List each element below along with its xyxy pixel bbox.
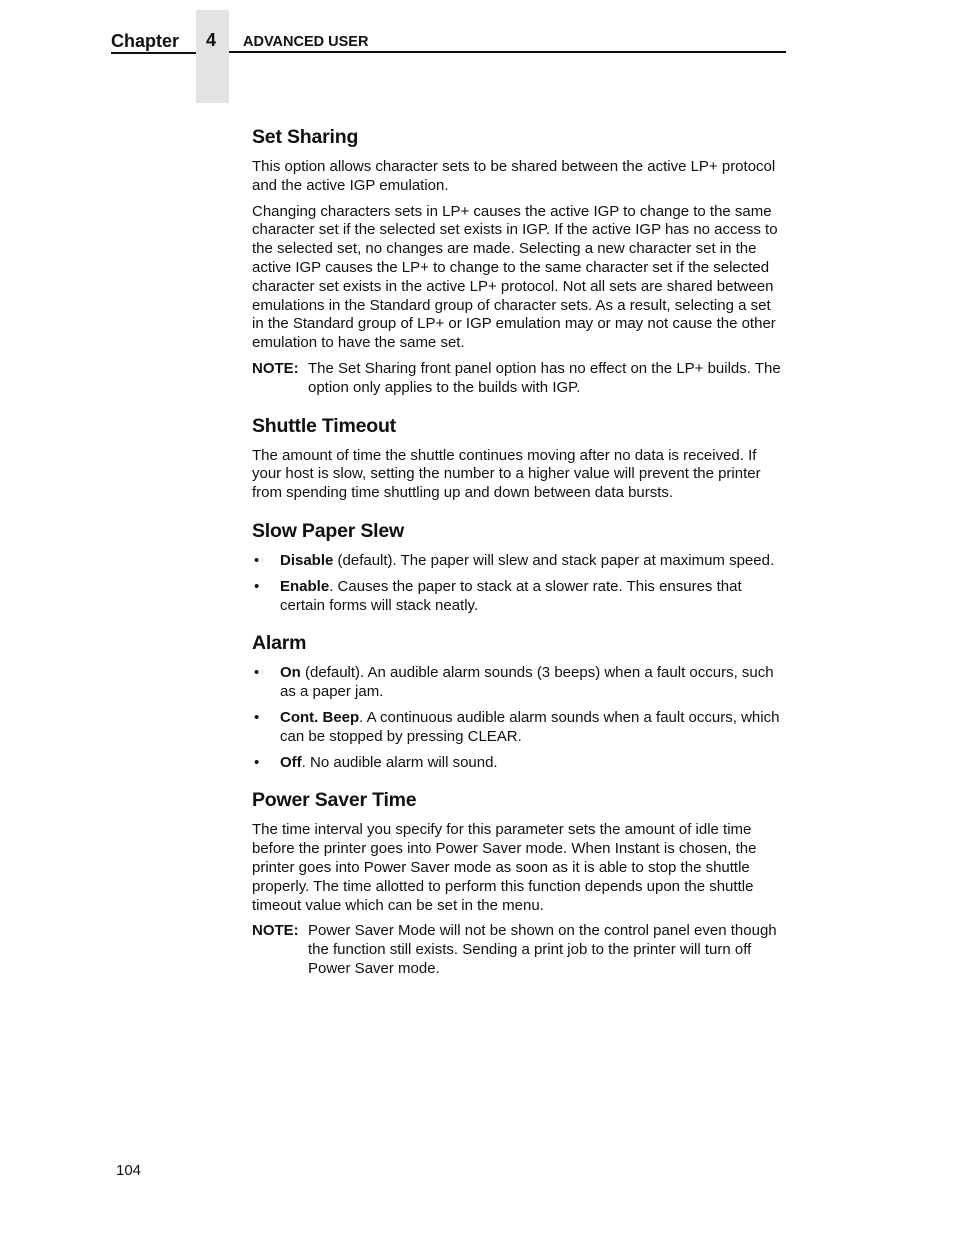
bullet-list (252, 552, 786, 615)
item-term: Off (280, 753, 302, 771)
section-heading: Set Sharing (252, 126, 359, 148)
list-item (252, 552, 786, 571)
note (252, 360, 786, 398)
item-text: (default). An audible alarm sounds (3 beeps) when a fault occurs, such as a paper jam. (280, 664, 774, 701)
bullet-list (252, 664, 786, 772)
item-text: (default). The paper will slew and stack paper at maximum speed. (333, 551, 775, 569)
bullet-icon: • (254, 664, 260, 682)
chapter-number: 4 (205, 30, 216, 50)
item-text: . A continuous audible alarm sounds when a fault occurs, which can be stopped by pressing CLEAR. (280, 708, 780, 745)
section-alarm (252, 630, 786, 772)
item-term: Cont. Beep (280, 708, 360, 726)
note (252, 922, 786, 978)
bullet-icon: • (254, 753, 260, 771)
note-label: NOTE: (252, 922, 299, 940)
item-text: . Causes the paper to stack at a slower rate. This ensures that certain forms will stack neatly. (280, 577, 742, 614)
note-label: NOTE: (252, 359, 299, 377)
chapter-label: Chapter (111, 30, 196, 54)
list-item (252, 709, 786, 747)
paragraph: This option allows character sets to be shared between the active LP+ protocol and the active IGP emulation. (252, 158, 776, 194)
item-text: . No audible alarm will sound. (301, 753, 498, 771)
section-heading: Shuttle Timeout (252, 414, 396, 437)
page-number: 104 (116, 1162, 142, 1179)
chapter-title: ADVANCED USER (229, 33, 786, 53)
section-heading: Power Saver Time (252, 789, 417, 812)
section-heading: Slow Paper Slew (252, 519, 404, 542)
section-set-sharing (252, 124, 786, 398)
item-term: Disable (280, 551, 334, 569)
note-text: Power Saver Mode will not be shown on the control panel even though the function still exists. Sending a print job to the printer will turn off Power Saver mode. (308, 922, 777, 977)
bullet-icon: • (254, 577, 260, 595)
item-term: Enable (280, 577, 330, 595)
section-heading: Alarm (252, 632, 307, 655)
section-shuttle-timeout (252, 413, 786, 503)
list-item (252, 754, 786, 773)
bullet-icon: • (254, 551, 260, 569)
note-text: The Set Sharing front panel option has no effect on the LP+ builds. The option only applies to the builds with IGP. (308, 359, 781, 396)
section-power-saver-time (252, 787, 786, 978)
list-item (252, 664, 786, 702)
page-content (252, 124, 786, 994)
bullet-icon: • (254, 708, 260, 726)
paragraph: Changing characters sets in LP+ causes the active IGP to change to the same character set if the selected set exists in IGP. If the active IGP has no access to the selected set, no changes are made. Selecting a new character set in the active IGP causes the LP+ to change to the same character set if the selected character set exists in the active LP+ protocol. Not all sets are shared between emulations in the Standard group of character sets. As a result, selecting a set in the Standard group of LP+ or IGP emulation may or may not cause the other emulation to have the same set. (252, 202, 778, 352)
paragraph: The amount of time the shuttle continues moving after no data is received. If your host is slow, setting the number to a higher value will prevent the printer from spending time shuttling up and down between data bursts. (252, 446, 761, 502)
list-item (252, 578, 786, 616)
section-slow-paper-slew (252, 518, 786, 615)
item-term: On (280, 664, 301, 682)
chapter-tab (196, 10, 229, 103)
paragraph: The time interval you specify for this parameter sets the amount of idle time before the printer goes into Power Saver mode. When Instant is chosen, the printer goes into Power Saver mode as soon as it is able to stop the shuttle properly. The time allotted to perform this function depends upon the shuttle timeout value which can be set in the menu. (252, 821, 757, 914)
